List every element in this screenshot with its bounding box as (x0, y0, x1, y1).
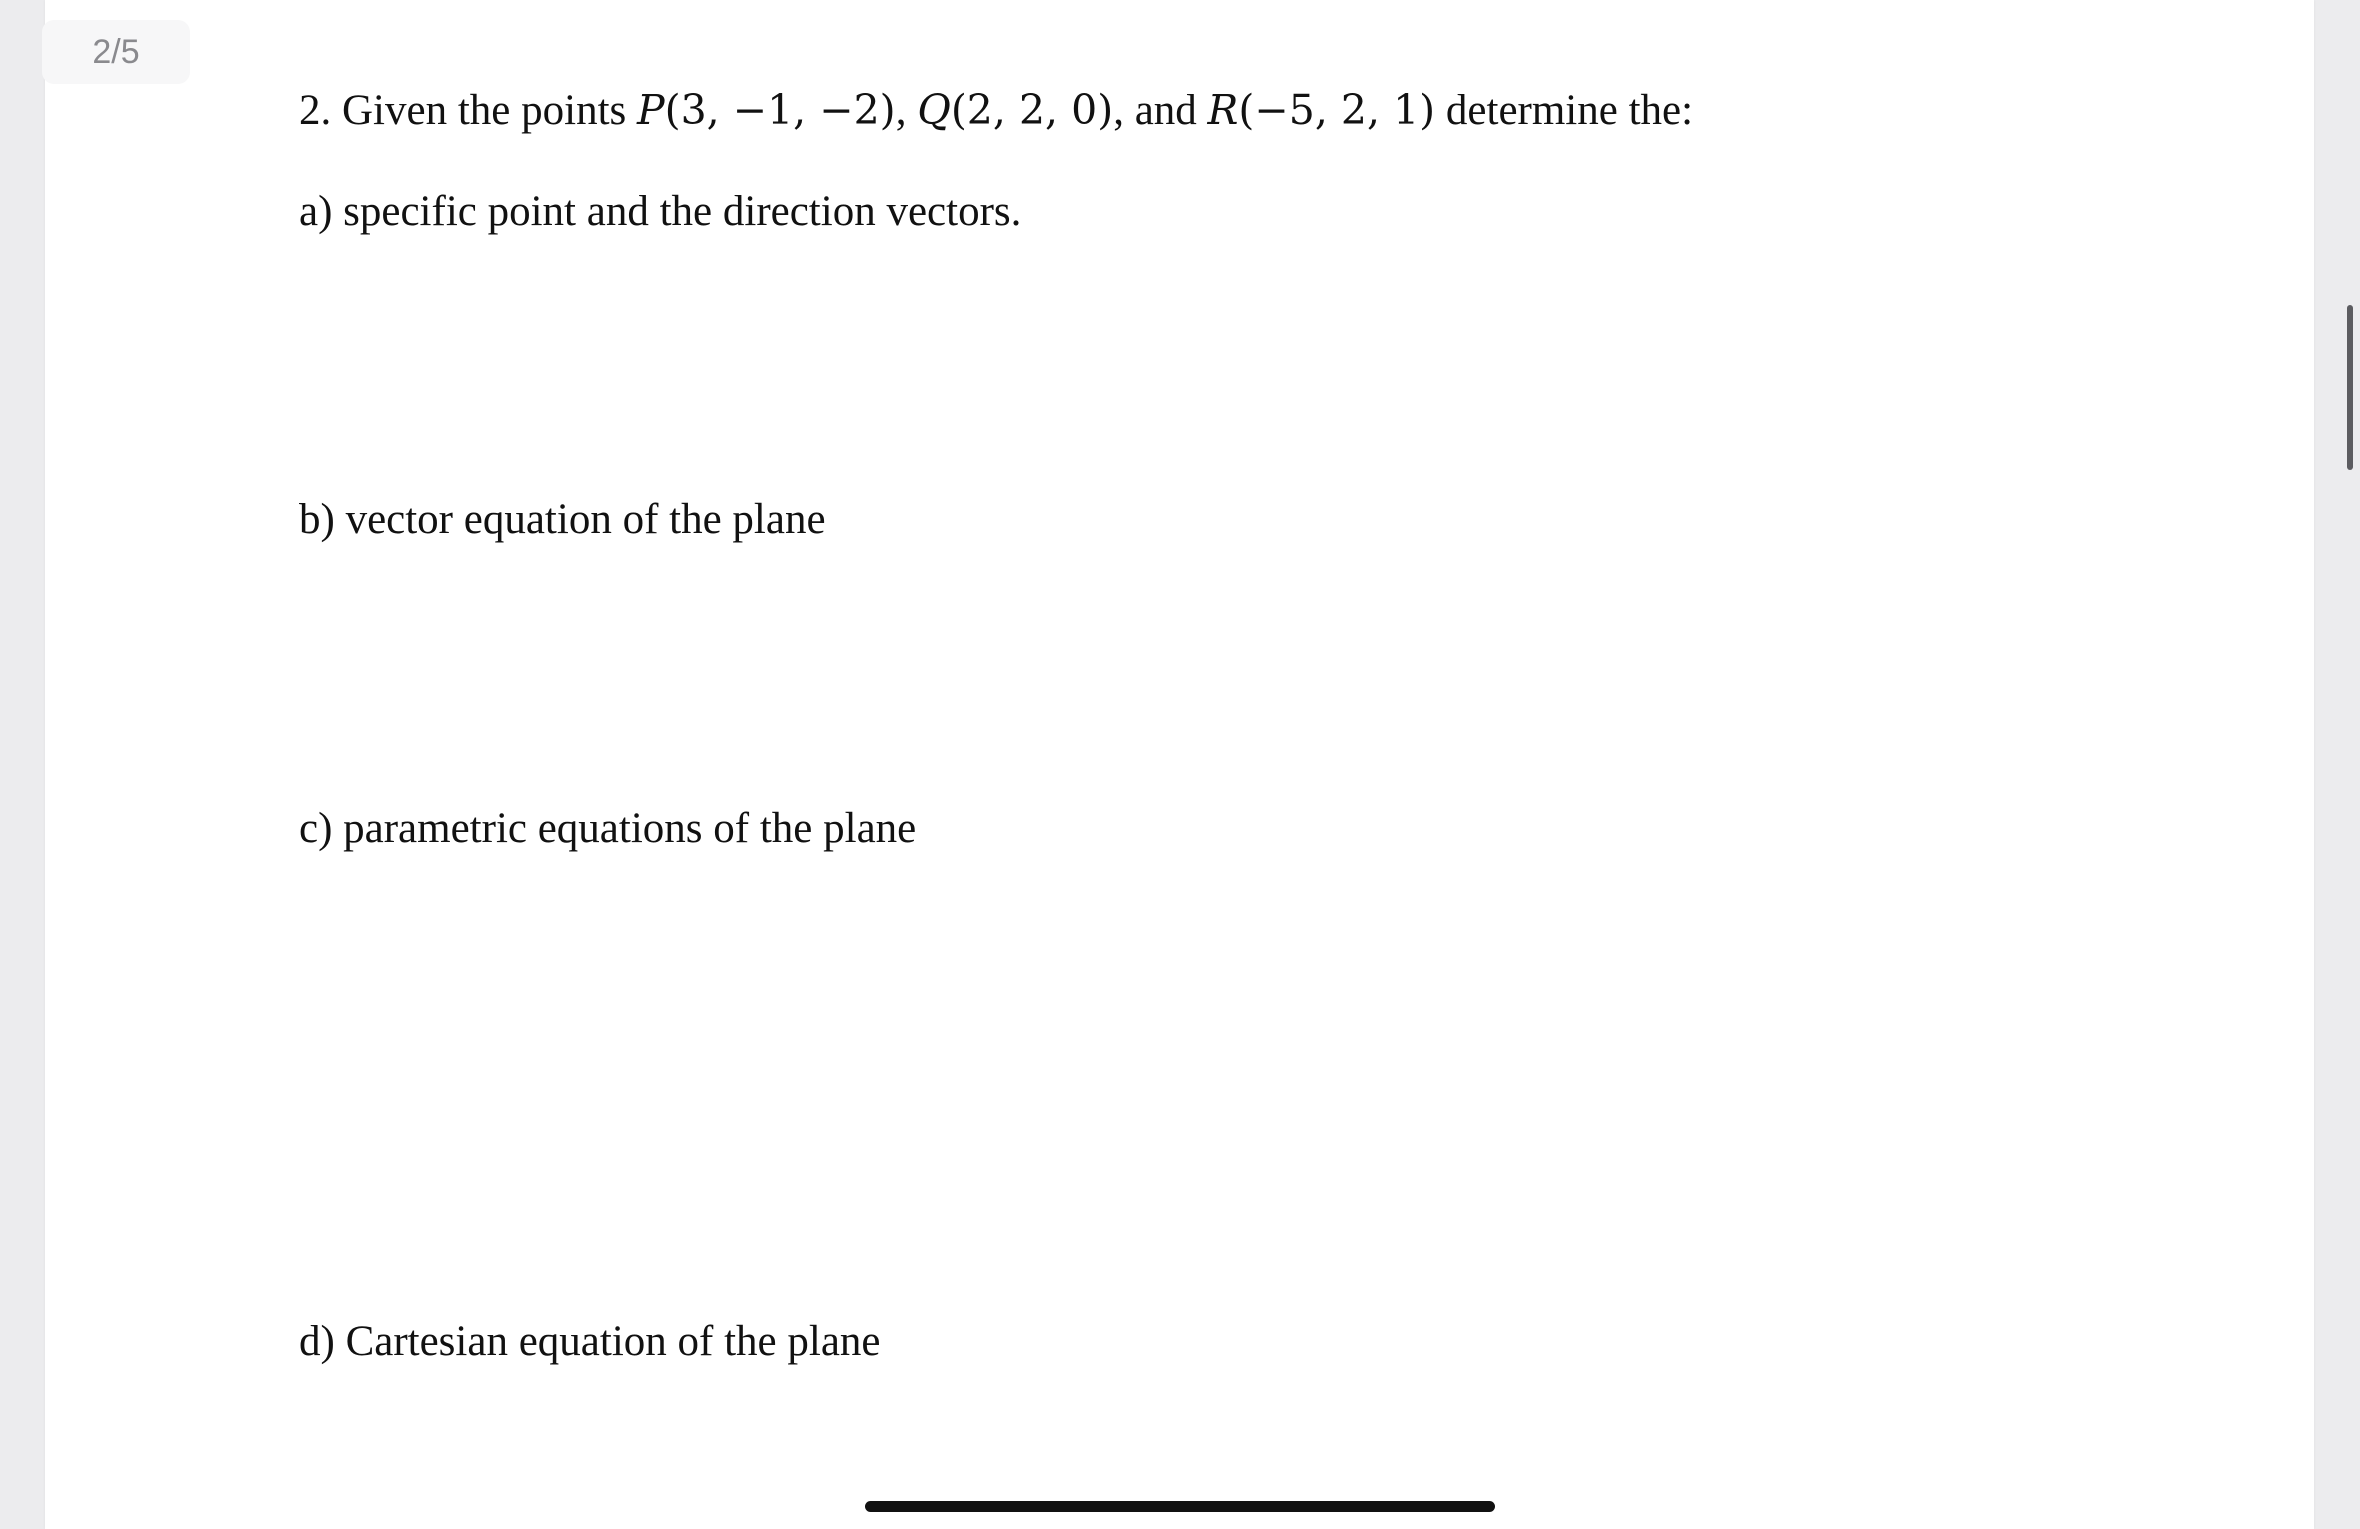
question-part-a: a) specific point and the direction vectors. (299, 188, 1022, 235)
question-part-d: d) Cartesian equation of the plane (299, 1318, 881, 1365)
home-indicator[interactable] (865, 1501, 1495, 1512)
question-part-b: b) vector equation of the plane (299, 496, 826, 543)
point-r: R(−5, 2, 1) (1207, 86, 1436, 134)
question-part-c: c) parametric equations of the plane (299, 805, 917, 852)
question-intro (299, 86, 1694, 134)
page-indicator: 2/5 (42, 20, 190, 84)
question-intro-suffix: determine the: (1435, 87, 1694, 134)
document-page[interactable] (45, 0, 2314, 1529)
point-q: Q(2, 2, 0) (917, 86, 1114, 134)
scrollbar-thumb[interactable] (2347, 305, 2353, 470)
separator-and: , and (1113, 87, 1208, 134)
question-intro-prefix: 2. Given the points (299, 87, 637, 134)
separator: , (895, 87, 918, 134)
point-p: P(3, −1, −2) (637, 86, 896, 134)
